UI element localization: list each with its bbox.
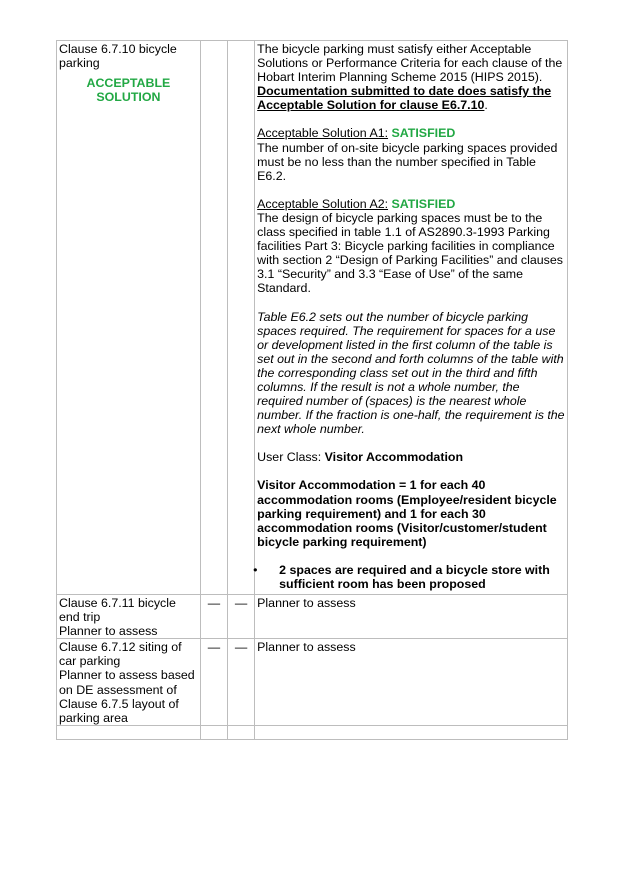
a1-status: SATISFIED (391, 126, 456, 141)
comment-cell: Planner to assess (255, 639, 568, 726)
a1-label: Acceptable Solution A1: (257, 126, 389, 141)
clause-cell (57, 595, 201, 639)
assessment-table (56, 40, 568, 740)
table-row (57, 725, 568, 739)
empty-cell (228, 725, 255, 739)
comment-cell: Planner to assess (255, 595, 568, 639)
bullet-text: 2 spaces are required and a bicycle store with sufficient room has been proposed (279, 562, 550, 591)
requirement-text: Visitor Accommodation = 1 for each 40 accommodation rooms (Employee/resident bicycle parking requirement) and 1 for each 30 accommodation rooms (Visitor/customer/student bicycle parking requirement) (257, 478, 557, 549)
user-class-value: Visitor Accommodation (324, 450, 464, 465)
intro-bold: Documentation submitted to date does satisfy the Acceptable Solution for clause E6.7.10 (257, 84, 552, 113)
clause-title: Clause 6.7.12 siting of car parking (59, 640, 182, 669)
check-cell (228, 41, 258, 595)
intro-text: The bicycle parking must satisfy either Acceptable Solutions or Performance Criteria for each clause of the Hobart Interim Planning Scheme 2015 (HIPS 2015). (257, 42, 563, 85)
bullet-icon: • (253, 562, 258, 577)
check-cell (200, 41, 227, 595)
clause-title: Clause 6.7.10 bicycle parking (59, 42, 177, 71)
clause-title: Clause 6.7.11 bicycle end trip (59, 596, 176, 625)
clause-cell (57, 41, 201, 595)
a1-text: The number of on-site bicycle parking spaces provided must be no less than the number specified in Table E6.2. (257, 140, 558, 183)
check-cell: — (228, 639, 255, 726)
user-class-label: User Class: (257, 450, 322, 465)
table-row (57, 595, 568, 639)
a2-heading (257, 197, 565, 211)
empty-cell (200, 725, 227, 739)
comment-cell (255, 41, 568, 595)
intro-paragraph (257, 42, 565, 112)
table-row (57, 639, 568, 726)
user-class (257, 450, 565, 464)
a1-heading (257, 126, 565, 140)
intro-period: . (484, 98, 488, 113)
a2-label: Acceptable Solution A2: (257, 196, 389, 211)
clause-note: Planner to assess (59, 624, 158, 639)
clause-note: Planner to assess based on DE assessment of Clause 6.7.5 layout of parking area (59, 668, 195, 725)
a2-text: The design of bicycle parking spaces must be to the class specified in table 1.1 of AS2890.3-1993 Parking facilities Part 3: Bicycle parking facilities in compliance with section 2 “Design of Parking Facilities” and clauses 3.1 “Security” and 3.3 “Ease of Use” of the same Standard. (257, 210, 563, 296)
a2-status: SATISFIED (391, 196, 456, 211)
check-cell: — (200, 595, 227, 639)
table-note: Table E6.2 sets out the number of bicycle parking spaces required. The requirement for spaces for a use or development listed in the first column of the table is set out in the second and forth columns of the table with the corresponding class set out in the third and fifth columns. If the result is not a whole number, the required number of (spaces) is the nearest whole number. If the fraction is one-half, the requirement is the next whole number. (257, 309, 565, 437)
empty-cell (57, 725, 201, 739)
status-label: ACCEPTABLE SOLUTION (86, 76, 171, 105)
check-cell: — (228, 595, 255, 639)
table-row (57, 41, 568, 595)
bullet-item (253, 562, 565, 591)
check-cell: — (200, 639, 227, 726)
empty-cell (255, 725, 568, 739)
clause-cell (57, 639, 201, 726)
